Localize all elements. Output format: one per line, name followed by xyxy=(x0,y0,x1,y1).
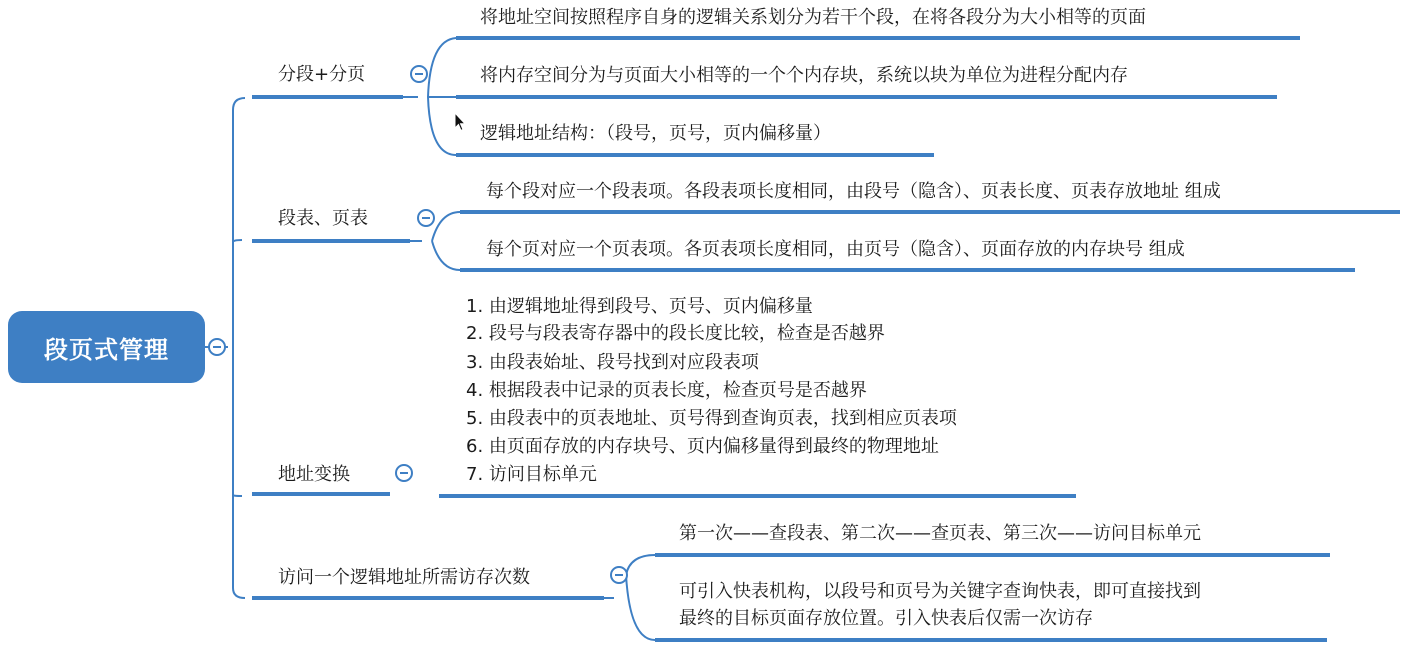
branch-label-tables[interactable]: 段表、页表 xyxy=(278,208,368,229)
step-7: 7. 访问目标单元 xyxy=(466,464,597,485)
branch-3-collapse-icon[interactable] xyxy=(395,464,413,482)
leaf-4-2-line-2: 最终的目标页面存放位置。引入快表后仅需一次访存 xyxy=(679,608,1093,629)
step-1: 1. 由逻辑地址得到段号、页号、页内偏移量 xyxy=(466,296,813,317)
root-collapse-icon[interactable] xyxy=(208,338,226,356)
branch-label-address-translation[interactable]: 地址变换 xyxy=(278,464,350,485)
branch-2-collapse-icon[interactable] xyxy=(417,209,435,227)
branch-1-collapse-icon[interactable] xyxy=(410,65,428,83)
step-3: 3. 由段表始址、段号找到对应段表项 xyxy=(466,352,759,373)
leaf-4-2-line-1: 可引入快表机构，以段号和页号为关键字查询快表，即可直接找到 xyxy=(679,581,1201,602)
leaf-2-2: 每个页对应一个页表项。各页表项长度相同，由页号（隐含）、页面存放的内存块号 组成 xyxy=(486,239,1185,260)
leaf-1-2: 将内存空间分为与页面大小相等的一个个内存块，系统以块为单位为进程分配内存 xyxy=(480,65,1128,86)
step-6: 6. 由页面存放的内存块号、页内偏移量得到最终的物理地址 xyxy=(466,436,939,457)
branch-4-collapse-icon[interactable] xyxy=(610,566,628,584)
root-node[interactable] xyxy=(8,311,205,383)
root-label: 段页式管理 xyxy=(44,335,169,364)
step-2: 2. 段号与段表寄存器中的段长度比较，检查是否越界 xyxy=(466,323,885,344)
branch-label-memory-accesses[interactable]: 访问一个逻辑地址所需访存次数 xyxy=(278,567,530,588)
step-4: 4. 根据段表中记录的页表长度，检查页号是否越界 xyxy=(466,380,867,401)
leaf-4-1: 第一次——查段表、第二次——查页表、第三次——访问目标单元 xyxy=(679,523,1201,544)
leaf-1-3: 逻辑地址结构：（段号，页号，页内偏移量） xyxy=(480,123,831,144)
step-5: 5. 由段表中的页表地址、页号得到查询页表，找到相应页表项 xyxy=(466,408,957,429)
leaf-2-1: 每个段对应一个段表项。各段表项长度相同，由段号（隐含）、页表长度、页表存放地址 组成 xyxy=(486,181,1221,202)
branch-label-segment-paging[interactable]: 分段+分页 xyxy=(278,64,366,85)
leaf-1-1: 将地址空间按照程序自身的逻辑关系划分为若干个段，在将各段分为大小相等的页面 xyxy=(480,7,1146,28)
mouse-pointer-icon xyxy=(454,112,466,132)
